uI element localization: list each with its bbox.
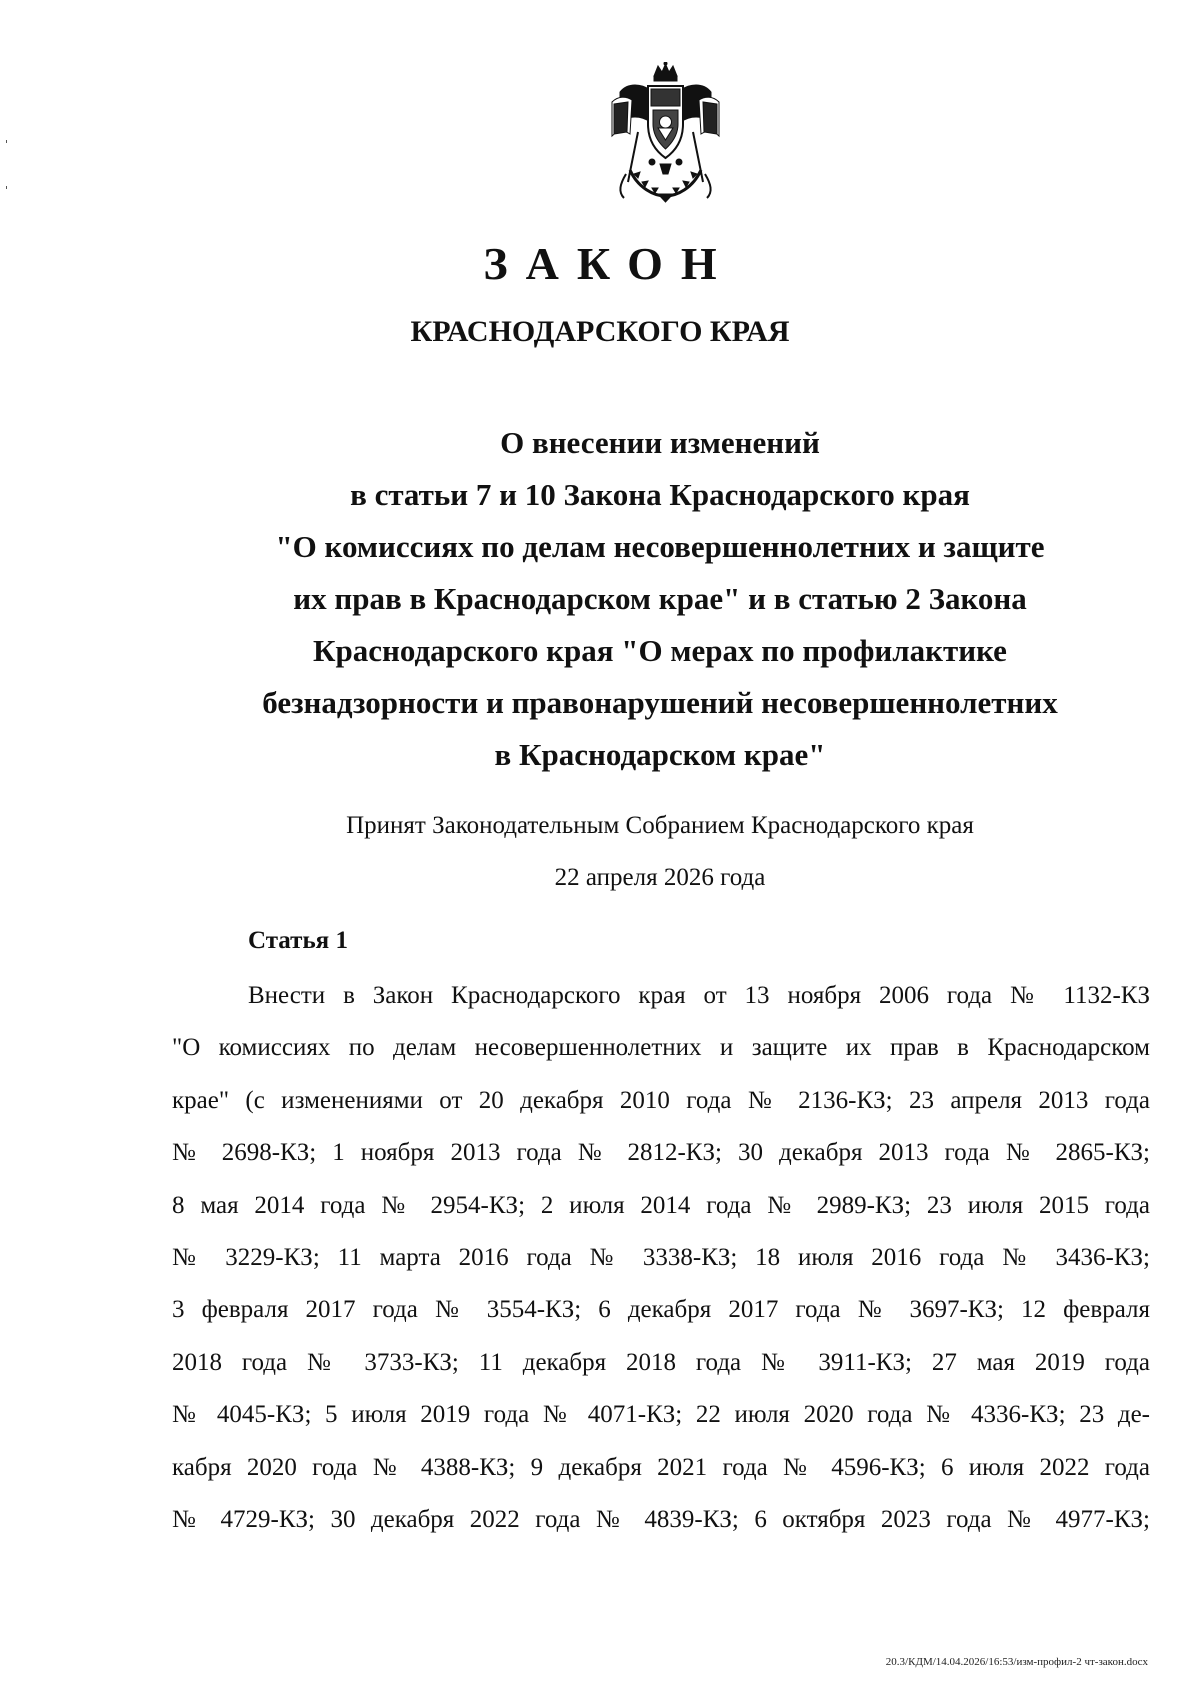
- krasnodar-krai-coat-of-arms-icon: [608, 62, 723, 207]
- document-file-code: 20.3/КДМ/14.04.2026/16:53/изм-профил-2 чт-закон.docx: [885, 1656, 1148, 1668]
- article-body-line: "О комиссиях по делам несовершеннолетних и защите их прав в Краснодарском: [172, 1034, 1150, 1062]
- law-title-line: О внесении изменений: [500, 425, 820, 460]
- article-body-line: крае" (с изменениями от 20 декабря 2010 года № 2136-КЗ; 23 апреля 2013 года: [172, 1086, 1150, 1114]
- article-body-line: № 4045-КЗ; 5 июля 2019 года № 4071-КЗ; 22 июля 2020 года № 4336-КЗ; 23 де-: [172, 1401, 1150, 1429]
- adoption-line: Принят Законодательным Собранием Краснодарского края: [346, 812, 974, 839]
- adoption-date: 22 апреля 2026 года: [554, 864, 766, 891]
- law-title-line: их прав в Краснодарском крае" и в статью 2 Закона: [293, 581, 1027, 616]
- law-title-line: безнадзорности и правонарушений несовершеннолетних: [262, 685, 1058, 720]
- law-title: [150, 417, 1170, 781]
- article-body-line: № 3229-КЗ; 11 марта 2016 года № 3338-КЗ; 18 июля 2016 года № 3436-КЗ;: [172, 1243, 1150, 1271]
- article-body-line: № 2698-КЗ; 1 ноября 2013 года № 2812-КЗ; 30 декабря 2013 года № 2865-КЗ;: [172, 1139, 1150, 1167]
- article-body-line: Внести в Закон Краснодарского края от 13 ноября 2006 года № 1132-КЗ: [248, 982, 1150, 1009]
- scan-margin-mark: [6, 186, 7, 189]
- law-title-line: Краснодарского края "О мерах по профилактике: [313, 633, 1007, 668]
- article-body-line: 8 мая 2014 года № 2954-КЗ; 2 июля 2014 года № 2989-КЗ; 23 июля 2015 года: [172, 1191, 1150, 1219]
- article-body: [172, 970, 1150, 1546]
- article-body-line: № 4729-КЗ; 30 декабря 2022 года № 4839-КЗ; 6 октября 2023 года № 4977-КЗ;: [172, 1505, 1150, 1533]
- region-heading: КРАСНОДАРСКОГО КРАЯ: [410, 315, 790, 348]
- scan-margin-mark: [6, 140, 7, 143]
- adoption-note: [150, 800, 1170, 904]
- law-heading: ЗАКОН: [483, 238, 735, 289]
- article-body-line: 3 февраля 2017 года № 3554-КЗ; 6 декабря 2017 года № 3697-КЗ; 12 февраля: [172, 1296, 1150, 1324]
- law-title-line: "О комиссиях по делам несовершеннолетних и защите: [275, 529, 1045, 564]
- article-body-line: 2018 года № 3733-КЗ; 11 декабря 2018 года № 3911-КЗ; 27 мая 2019 года: [172, 1348, 1150, 1376]
- article-body-line: кабря 2020 года № 4388-КЗ; 9 декабря 2021 года № 4596-КЗ; 6 июля 2022 года: [172, 1453, 1150, 1481]
- article-heading: Статья 1: [248, 927, 348, 954]
- law-title-line: в статьи 7 и 10 Закона Краснодарского края: [350, 477, 970, 512]
- law-title-line: в Краснодарском крае": [494, 737, 826, 772]
